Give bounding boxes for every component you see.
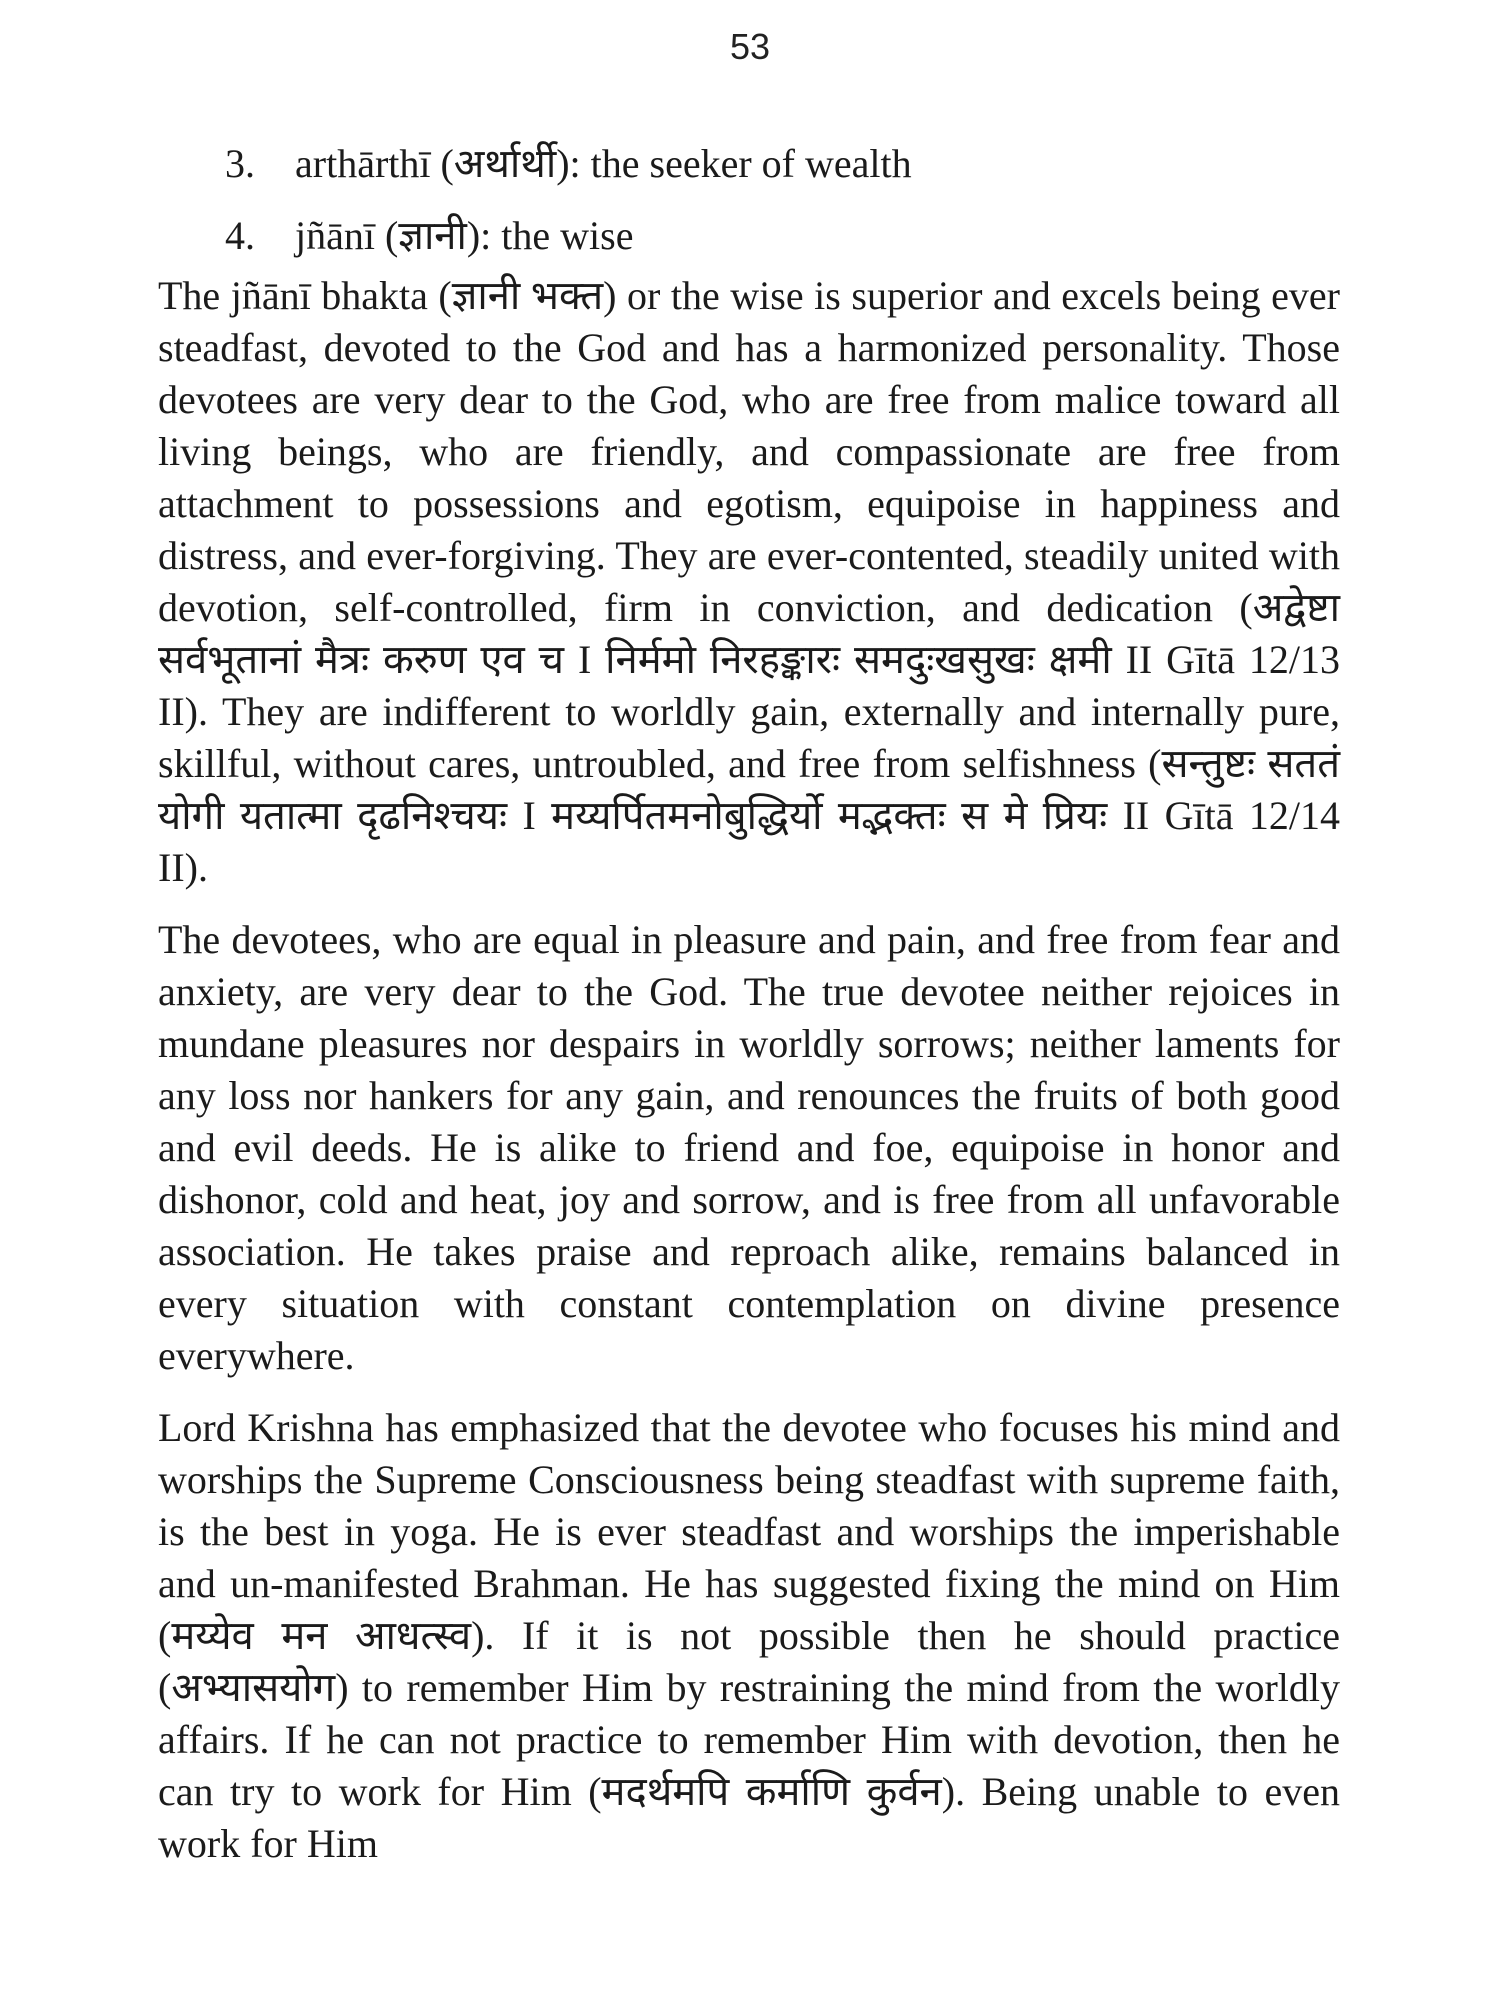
paragraph-jnani-bhakta: The jñānī bhakta (ज्ञानी भक्त) or the wise is superior and excels being ever steadfast, devoted to the God and has a harmonized personality. Those devotees are very dear to the God, who are free from malice toward all living beings, who are friendly, and compassionate are free from attachment to possessions and egotism, equipoise in happiness and distress, and ever-forgiving. They are ever-contented, steadily united with devotion, self-controlled, firm in conviction, and dedication (अद्वेष्टा सर्वभूतानां मैत्रः करुण एव च I निर्ममो निरहङ्कारः समदुःखसुखः क्षमी II Gītā 12/13 II). They are indifferent to worldly gain, externally and internally pure, skillful, without cares, untroubled, and free from selfishness (सन्तुष्टः सततं योगी यतात्मा दृढनिश्चयः I मय्यर्पितमनोबुद्धिर्यो मद्भक्तः स मे प्रियः II Gītā 12/14 II).: [158, 273, 1340, 890]
list-item: [225, 128, 1325, 200]
page-number: 53: [729, 26, 771, 67]
list-item: [225, 200, 1325, 272]
list-item-text: arthārthī (अर्थार्थी): the seeker of wealth: [295, 141, 912, 186]
list-item-number: 3.: [225, 141, 255, 186]
list-item-text: jñānī (ज्ञानी): the wise: [295, 213, 634, 258]
seeker-list: [225, 128, 1325, 272]
list-item-number: 4.: [225, 213, 255, 258]
paragraph-true-devotee: The devotees, who are equal in pleasure and pain, and free from fear and anxiety, are very dear to the God. The true devotee neither rejoices in mundane pleasures nor despairs in worldly sorrows; neither laments for any loss nor hankers for any gain, and renounces the fruits of both good and evil deeds. He is alike to friend and foe, equipoise in honor and dishonor, cold and heat, joy and sorrow, and is free from all unfavorable association. He takes praise and reproach alike, remains balanced in every situation with constant contemplation on divine presence everywhere.: [158, 917, 1340, 1378]
body-text: [158, 270, 1340, 1890]
paragraph-lord-krishna: Lord Krishna has emphasized that the devotee who focuses his mind and worships the Supreme Consciousness being steadfast with supreme faith, is the best in yoga. He is ever steadfast and worships the imperishable and un-manifested Brahman. He has suggested fixing the mind on Him (मय्येव मन आधत्स्व). If it is not possible then he should practice (अभ्यासयोग) to remember Him by restraining the mind from the worldly affairs. If he can not practice to remember Him with devotion, then he can try to work for Him (मदर्थमपि कर्माणि कुर्वन). Being unable to even work for Him: [158, 1405, 1340, 1866]
